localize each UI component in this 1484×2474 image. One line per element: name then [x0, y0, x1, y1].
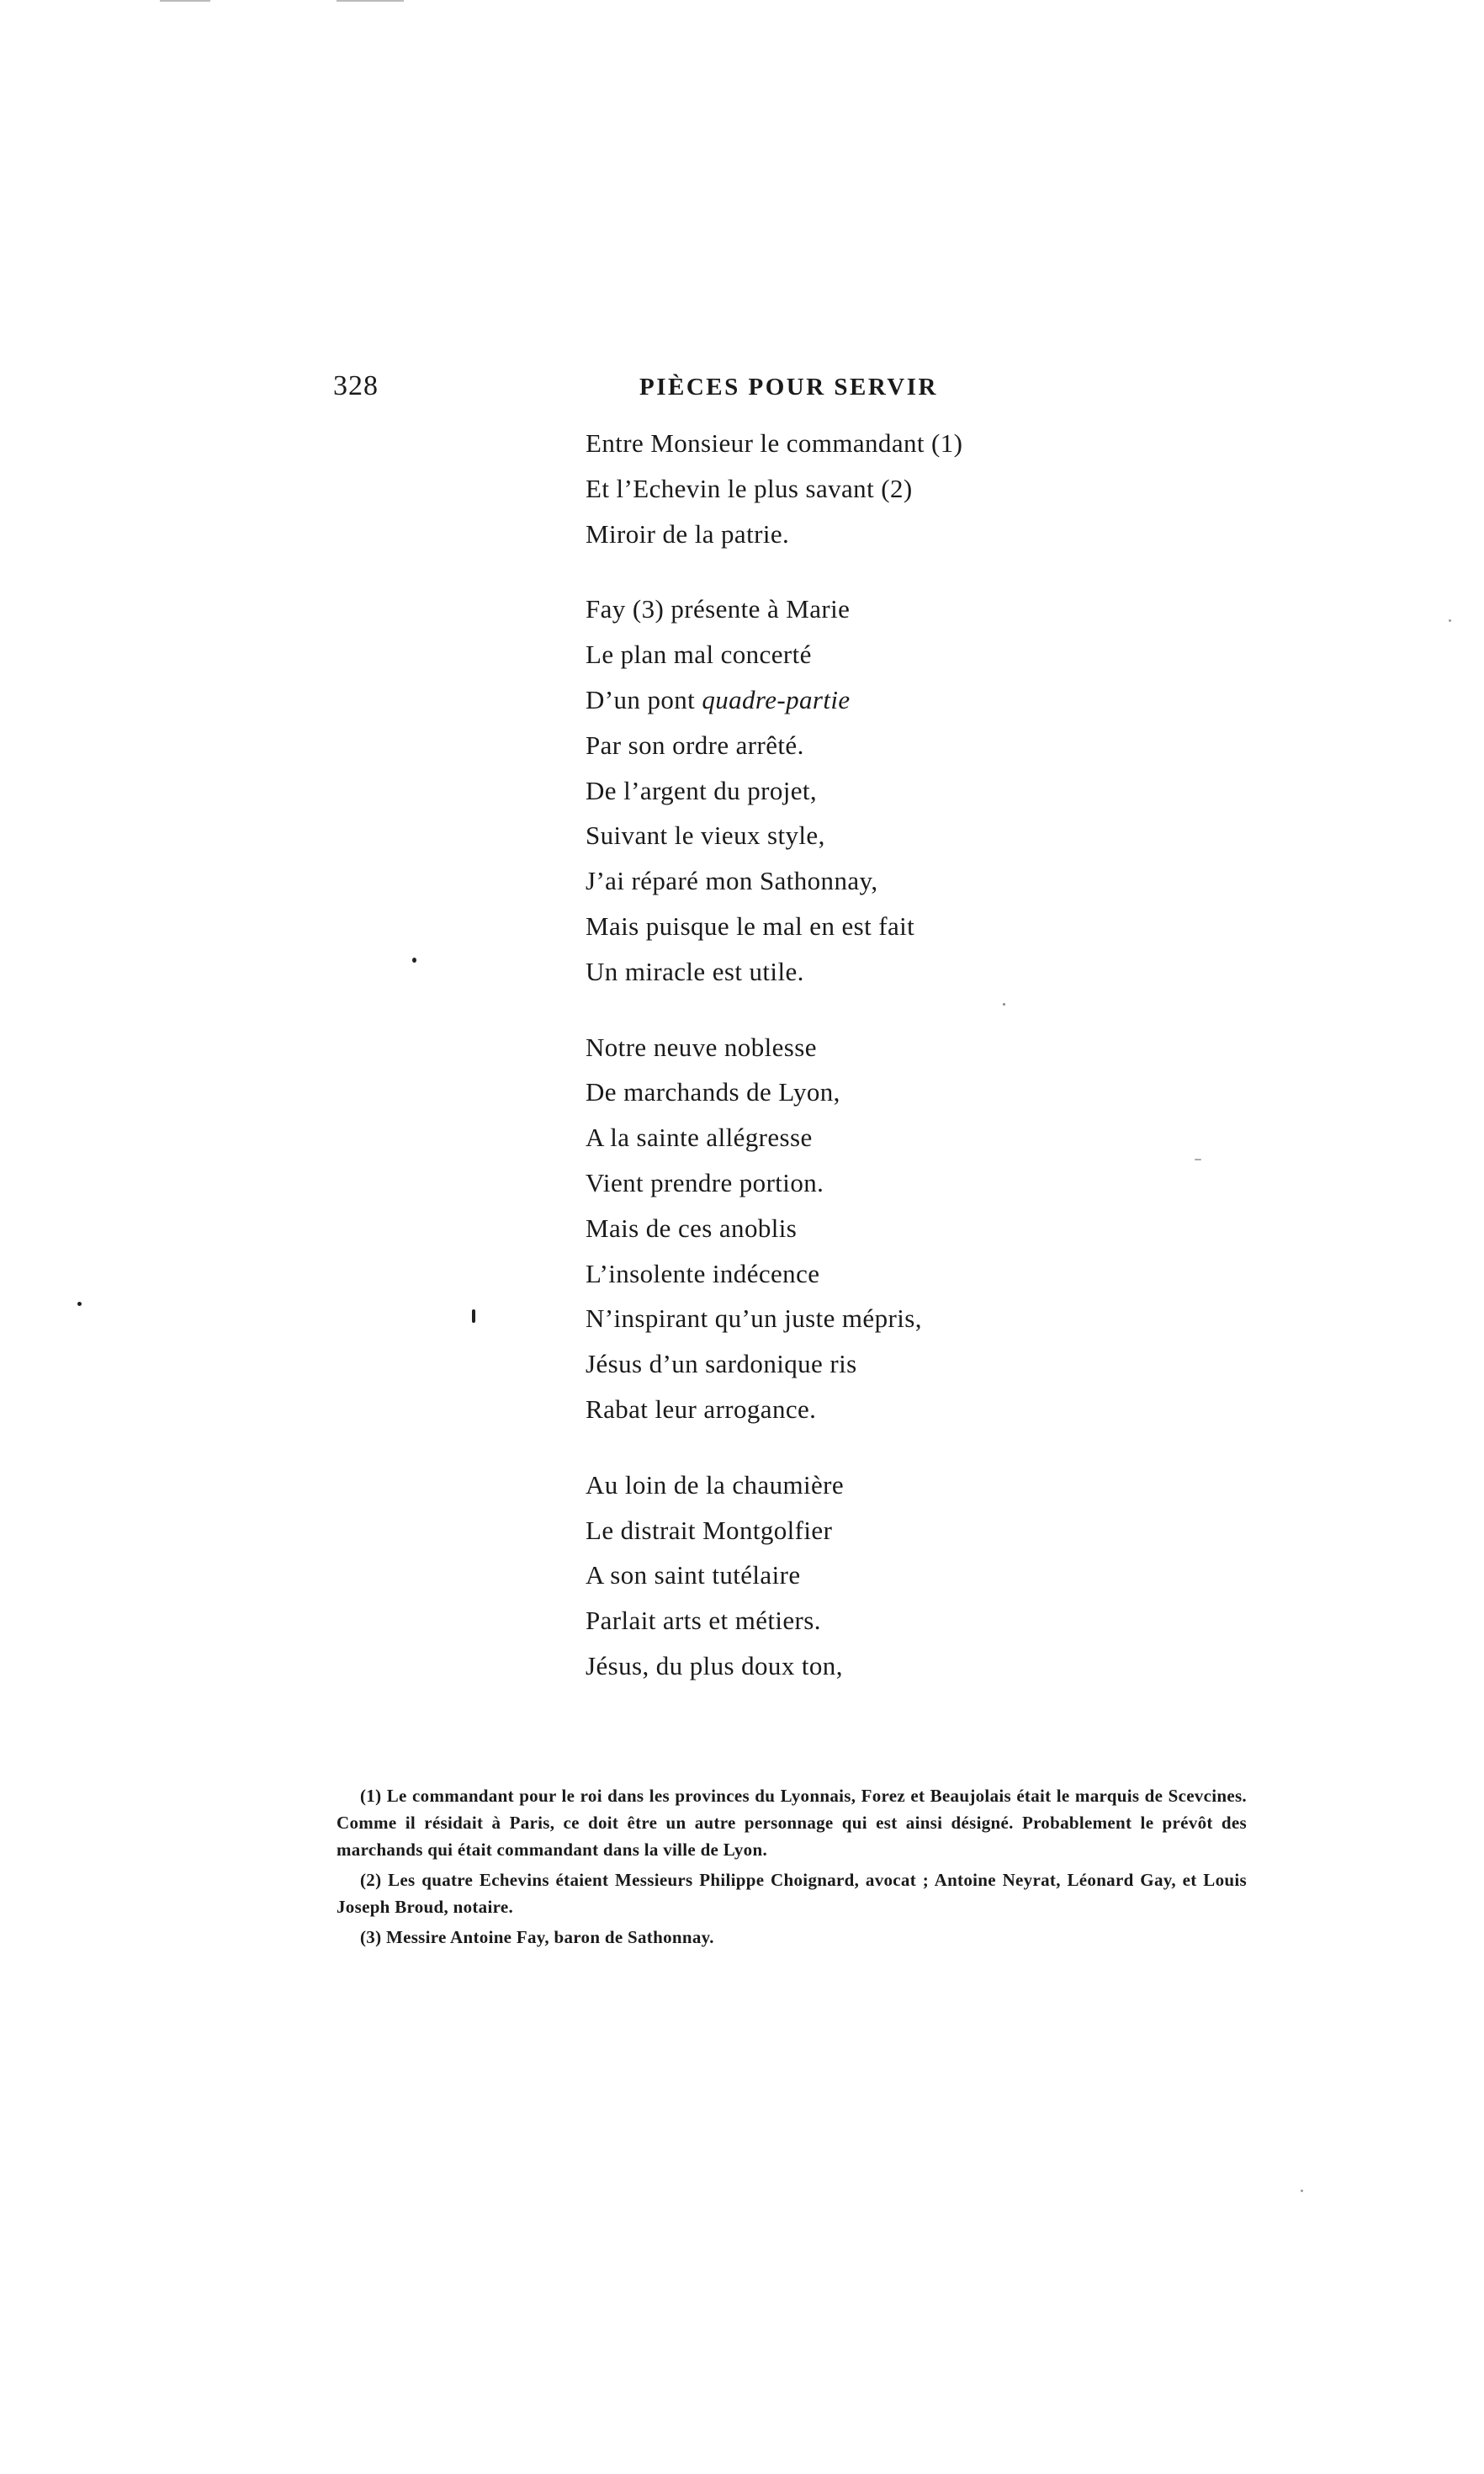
footnote-marker: (3) [360, 1927, 382, 1947]
stanza-4 [586, 1463, 1107, 1689]
verse-line: Jésus d’un sardonique ris [586, 1349, 857, 1379]
scan-speck [1449, 619, 1451, 622]
scan-speck [1301, 2190, 1303, 2192]
scan-speck [77, 1302, 82, 1306]
verse-line: Au loin de la chaumière [586, 1469, 845, 1500]
footnote-text: Les quatre Echevins étaient Messieurs Philippe Choignard, avocat ; Antoine Neyrat, Léonard Gay, et Louis Joseph Broud, notaire. [337, 1870, 1247, 1917]
verse-line: Vient prendre portion. [586, 1167, 824, 1197]
verse-line [586, 677, 1107, 723]
verse-line: De l’argent du projet, [586, 775, 818, 805]
poem [586, 421, 1107, 1719]
verse-line: Par son ordre arrêté. [586, 730, 804, 760]
scan-speck [1003, 1003, 1005, 1006]
footnote-2 [337, 1866, 1247, 1920]
verse-line: Fay (3) présente à Marie [586, 594, 851, 624]
verse-line: Le plan mal concerté [586, 640, 812, 670]
footnote-text: Le commandant pour le roi dans les provinces du Lyonnais, Forez et Beaujolais était le marquis de Scevcines. Comme il résidait à Paris, ce doit être un autre personnage qui est ainsi désigné. Probablement le prévôt des marchands qui était commandant dans la ville de Lyon. [337, 1786, 1247, 1860]
scan-speck [1195, 1159, 1201, 1160]
verse-line: A son saint tutélaire [586, 1560, 801, 1590]
running-title: PIÈCES POUR SERVIR [639, 374, 938, 401]
footnote-marker: (1) [360, 1786, 382, 1806]
scan-speck [412, 958, 416, 963]
verse-line: Mais de ces anoblis [586, 1213, 798, 1243]
verse-line: Notre neuve noblesse [586, 1032, 817, 1062]
footnotes [337, 1782, 1247, 1954]
footnote-text: Messire Antoine Fay, baron de Sathonnay. [385, 1927, 714, 1947]
stanza-2 [586, 587, 1107, 994]
scan-edge-mark [160, 0, 210, 2]
verse-line: Jésus, du plus doux ton, [586, 1650, 843, 1680]
verse-line: Et l’Echevin le plus savant (2) [586, 473, 913, 503]
footnote-3 [337, 1924, 1247, 1951]
verse-line-text: D’un pont [586, 684, 702, 714]
verse-line: Entre Monsieur le commandant (1) [586, 428, 963, 458]
verse-line: N’inspirant qu’un juste mépris, [586, 1303, 922, 1334]
stanza-1 [586, 421, 1107, 556]
verse-line: J’ai réparé mon Sathonnay, [586, 866, 878, 896]
verse-line: Un miracle est utile. [586, 956, 804, 986]
stanza-3 [586, 1025, 1107, 1432]
footnote-1 [337, 1782, 1247, 1863]
scan-edge-mark [337, 0, 404, 2]
verse-line: A la sainte allégresse [586, 1123, 813, 1153]
verse-line: Rabat leur arrogance. [586, 1394, 817, 1424]
scan-speck [472, 1309, 475, 1323]
verse-line: Le distrait Montgolfier [586, 1515, 833, 1545]
verse-line: Parlait arts et métiers. [586, 1606, 821, 1636]
verse-line: De marchands de Lyon, [586, 1077, 840, 1107]
italic-term: quadre-partie [702, 684, 851, 714]
page-number: 328 [333, 370, 379, 401]
verse-line: Miroir de la patrie. [586, 518, 790, 549]
verse-line: Mais puisque le mal en est fait [586, 910, 915, 941]
footnote-marker: (2) [360, 1870, 382, 1890]
verse-line: L’insolente indécence [586, 1258, 820, 1288]
verse-line: Suivant le vieux style, [586, 820, 825, 851]
